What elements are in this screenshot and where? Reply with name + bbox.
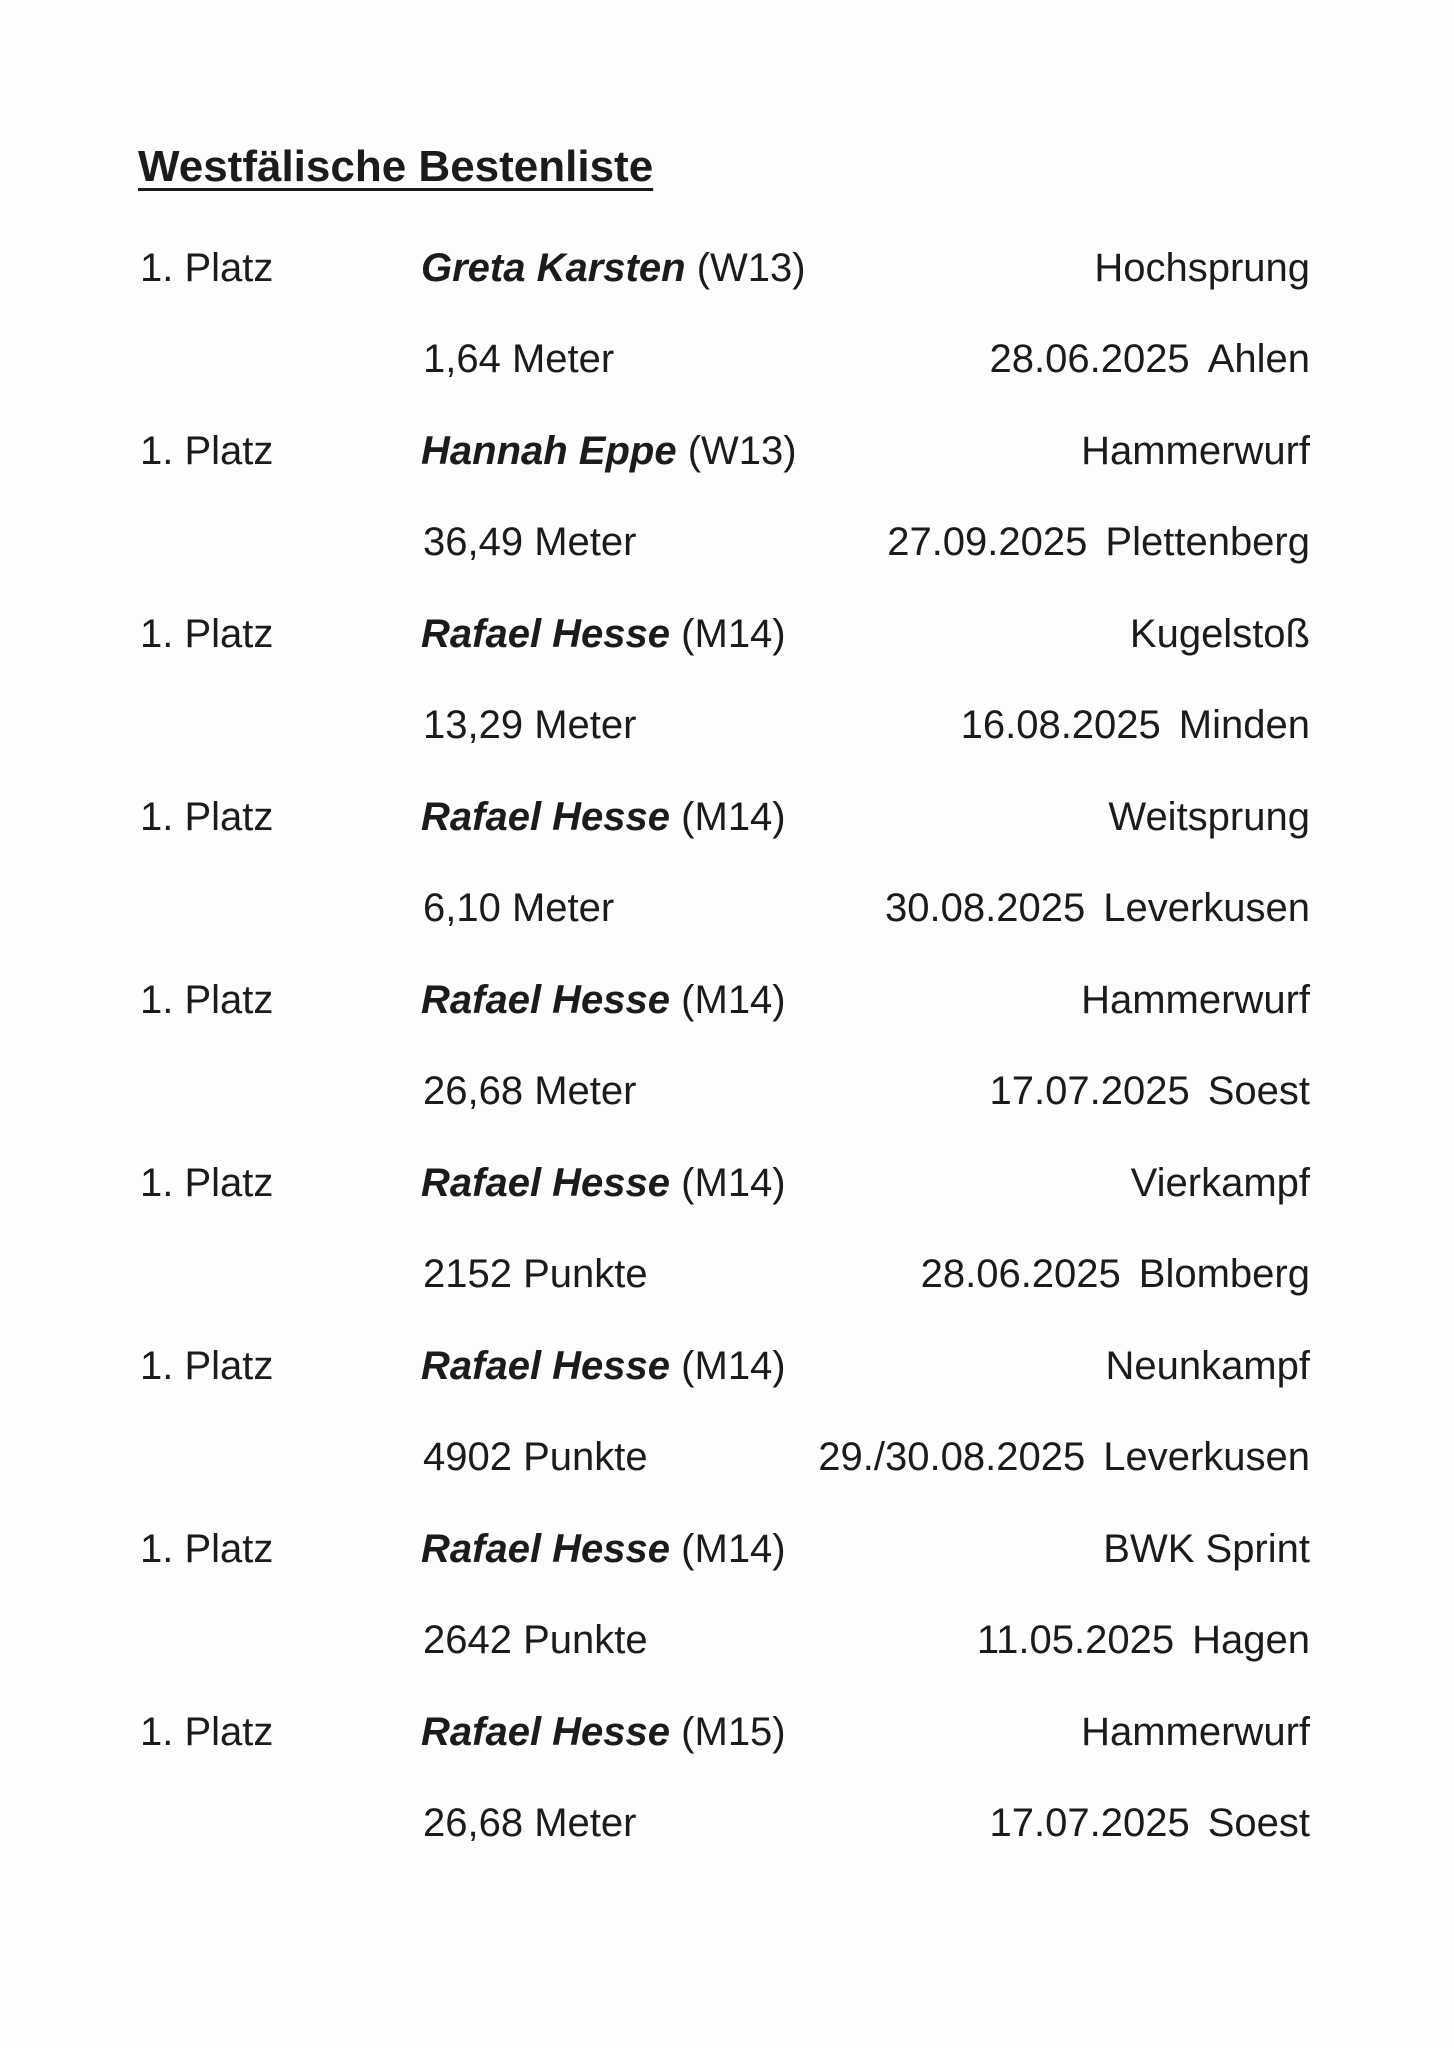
ranking-entry: [0, 1153, 1454, 1336]
competition-place: Hagen: [1192, 1618, 1310, 1662]
competition-date: 17.07.2025: [989, 1801, 1190, 1845]
age-group: (M14): [681, 612, 786, 656]
entry-result-line: [0, 1427, 1454, 1487]
age-group: (M15): [681, 1710, 786, 1754]
competition-place: Ahlen: [1207, 337, 1310, 381]
entry-athlete-line: [0, 1336, 1454, 1396]
competition-place: Minden: [1178, 703, 1310, 747]
competition-date: 27.09.2025: [887, 520, 1088, 564]
competition-date: 30.08.2025: [885, 886, 1086, 930]
result-value: 13,29 Meter: [423, 703, 637, 747]
rank-label: 1. Platz: [140, 1710, 274, 1754]
result-value: 2642 Punkte: [423, 1618, 648, 1662]
rank-label: 1. Platz: [140, 612, 274, 656]
entry-athlete-line: [0, 421, 1454, 481]
competition-place: Soest: [1207, 1801, 1310, 1845]
athlete: [421, 1702, 786, 1762]
ranking-entry: [0, 604, 1454, 787]
rank-label: 1. Platz: [140, 1527, 274, 1571]
rank-label: 1. Platz: [140, 429, 274, 473]
athlete-name: Rafael Hesse: [421, 795, 671, 839]
ranking-entry: [0, 1519, 1454, 1702]
discipline: Kugelstoß: [1129, 612, 1310, 656]
athlete-name: Rafael Hesse: [421, 1344, 671, 1388]
athlete-name: Rafael Hesse: [421, 1161, 671, 1205]
athlete: [421, 604, 786, 664]
competition-place: Leverkusen: [1103, 1435, 1310, 1479]
date-place: [961, 695, 1310, 755]
rank-label: 1. Platz: [140, 246, 274, 290]
result-value: 26,68 Meter: [423, 1069, 637, 1113]
entry-result-line: [0, 1793, 1454, 1853]
entry-athlete-line: [0, 787, 1454, 847]
athlete-name: Rafael Hesse: [421, 1710, 671, 1754]
competition-place: Soest: [1207, 1069, 1310, 1113]
athlete: [421, 787, 786, 847]
discipline: Vierkampf: [1130, 1161, 1310, 1205]
athlete-name: Greta Karsten: [421, 246, 686, 290]
rank-label: 1. Platz: [140, 795, 274, 839]
discipline: Neunkampf: [1105, 1344, 1310, 1388]
ranking-entry: [0, 1336, 1454, 1519]
ranking-entry: [0, 238, 1454, 421]
athlete-name: Rafael Hesse: [421, 978, 671, 1022]
age-group: (M14): [681, 1161, 786, 1205]
ranking-entry: [0, 787, 1454, 970]
result-value: 4902 Punkte: [423, 1435, 648, 1479]
rank-label: 1. Platz: [140, 1161, 274, 1205]
ranking-list: [0, 238, 1454, 1885]
page-title: Westfälische Bestenliste: [138, 142, 654, 191]
date-place: [921, 1244, 1310, 1304]
athlete-name: Hannah Eppe: [421, 429, 677, 473]
age-group: (M14): [681, 1344, 786, 1388]
competition-date: 28.06.2025: [989, 337, 1190, 381]
age-group: (W13): [687, 429, 797, 473]
date-place: [989, 329, 1310, 389]
competition-date: 16.08.2025: [960, 703, 1161, 747]
competition-date: 17.07.2025: [989, 1069, 1190, 1113]
age-group: (M14): [681, 1527, 786, 1571]
date-place: [818, 1427, 1310, 1487]
entry-athlete-line: [0, 238, 1454, 298]
age-group: (M14): [681, 795, 786, 839]
competition-place: Leverkusen: [1103, 886, 1310, 930]
discipline: Hochsprung: [1094, 246, 1310, 290]
entry-athlete-line: [0, 1153, 1454, 1213]
athlete: [421, 1153, 786, 1213]
discipline: BWK Sprint: [1103, 1527, 1310, 1571]
rank-label: 1. Platz: [140, 978, 274, 1022]
date-place: [887, 512, 1310, 572]
result-value: 36,49 Meter: [423, 520, 637, 564]
entry-result-line: [0, 695, 1454, 755]
entry-result-line: [0, 512, 1454, 572]
date-place: [990, 1061, 1311, 1121]
age-group: (W13): [696, 246, 806, 290]
entry-result-line: [0, 1061, 1454, 1121]
discipline: Hammerwurf: [1081, 1710, 1310, 1754]
result-value: 2152 Punkte: [423, 1252, 648, 1296]
discipline: Hammerwurf: [1081, 429, 1310, 473]
athlete-name: Rafael Hesse: [421, 612, 671, 656]
entry-athlete-line: [0, 1702, 1454, 1762]
competition-date: 11.05.2025: [976, 1618, 1175, 1662]
athlete: [421, 421, 797, 481]
result-value: 1,64 Meter: [423, 337, 615, 381]
rank-label: 1. Platz: [140, 1344, 274, 1388]
competition-place: Plettenberg: [1105, 520, 1310, 564]
entry-athlete-line: [0, 1519, 1454, 1579]
athlete: [421, 1336, 786, 1396]
date-place: [885, 878, 1310, 938]
entry-athlete-line: [0, 604, 1454, 664]
age-group: (M14): [681, 978, 786, 1022]
ranking-entry: [0, 421, 1454, 604]
entry-result-line: [0, 878, 1454, 938]
date-place: [990, 1793, 1311, 1853]
ranking-entry: [0, 1702, 1454, 1885]
ranking-entry: [0, 970, 1454, 1153]
result-value: 6,10 Meter: [423, 886, 615, 930]
athlete: [421, 238, 806, 298]
discipline: Hammerwurf: [1081, 978, 1310, 1022]
athlete: [421, 970, 786, 1030]
discipline: Weitsprung: [1108, 795, 1310, 839]
competition-date: 29./30.08.2025: [818, 1435, 1086, 1479]
athlete-name: Rafael Hesse: [421, 1527, 671, 1571]
competition-place: Blomberg: [1138, 1252, 1310, 1296]
entry-athlete-line: [0, 970, 1454, 1030]
entry-result-line: [0, 1610, 1454, 1670]
entry-result-line: [0, 1244, 1454, 1304]
competition-date: 28.06.2025: [920, 1252, 1121, 1296]
date-place: [977, 1610, 1310, 1670]
entry-result-line: [0, 329, 1454, 389]
result-value: 26,68 Meter: [423, 1801, 637, 1845]
athlete: [421, 1519, 786, 1579]
